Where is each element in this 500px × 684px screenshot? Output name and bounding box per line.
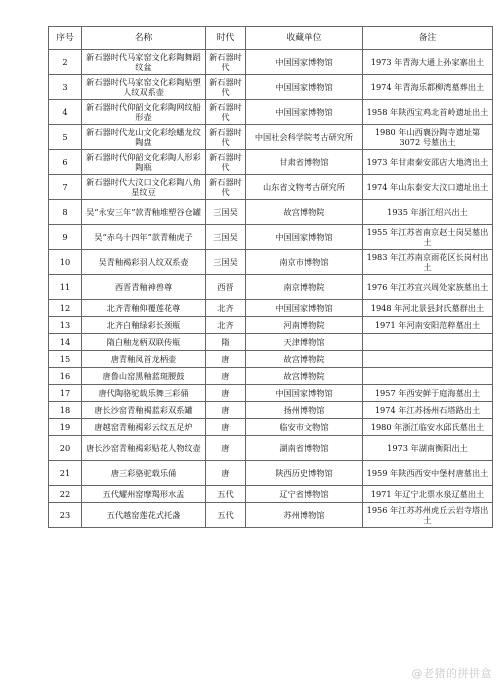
cell-note: 1948 年河北景县封氏墓群出土 — [363, 300, 493, 317]
cell-name: 北齐青釉仰覆莲花尊 — [82, 300, 206, 317]
cell-owner: 中国社会科学院考古研究所 — [246, 125, 363, 150]
cell-name: 新石器时代龙山文化彩绘蟠龙纹陶盘 — [82, 125, 206, 150]
cell-seq: 6 — [49, 150, 82, 175]
cell-owner: 天津博物馆 — [246, 334, 363, 351]
table-row — [49, 317, 493, 334]
cell-era: 三国吴 — [206, 225, 246, 250]
table-row — [49, 368, 493, 385]
cell-note: 1959 年陕西西安中堡村唐墓出土 — [363, 461, 493, 486]
cell-seq: 13 — [49, 317, 82, 334]
cell-note: 1980 年浙江临安水邱氏墓出土 — [363, 419, 493, 436]
cell-note: 1973 年青海大通上孙家寨出土 — [363, 50, 493, 75]
cell-seq: 19 — [49, 419, 82, 436]
cell-owner: 南京博物院 — [246, 275, 363, 300]
artifact-table — [48, 26, 493, 528]
table-row — [49, 225, 493, 250]
table-row — [49, 461, 493, 486]
cell-name: 吴青釉褐彩羽人纹双系壶 — [82, 250, 206, 275]
cell-name: 唐三彩骆驼载乐俑 — [82, 461, 206, 486]
cell-name: 吴“赤乌十四年”款青釉虎子 — [82, 225, 206, 250]
cell-owner: 河南博物院 — [246, 317, 363, 334]
cell-era: 隋 — [206, 334, 246, 351]
cell-owner: 山东省文物考古研究所 — [246, 175, 363, 200]
cell-name: 唐越窑青釉褐彩云纹五足炉 — [82, 419, 206, 436]
cell-seq: 11 — [49, 275, 82, 300]
table-header-row — [49, 27, 493, 50]
cell-name: 五代越窑莲花式托盏 — [82, 503, 206, 528]
cell-era: 唐 — [206, 461, 246, 486]
table-row — [49, 250, 493, 275]
cell-era: 新石器时代 — [206, 125, 246, 150]
cell-seq: 12 — [49, 300, 82, 317]
table-row — [49, 486, 493, 503]
cell-note: 1973 年甘肃秦安邵店大地湾出土 — [363, 150, 493, 175]
table-row — [49, 75, 493, 100]
cell-owner: 故宫博物院 — [246, 368, 363, 385]
cell-note: 1971 年河南安阳范粹墓出土 — [363, 317, 493, 334]
cell-era: 新石器时代 — [206, 150, 246, 175]
table-row — [49, 300, 493, 317]
table-row — [49, 125, 493, 150]
cell-era: 新石器时代 — [206, 100, 246, 125]
cell-owner: 中国国家博物馆 — [246, 100, 363, 125]
cell-name: 隋白釉龙柄双联传瓶 — [82, 334, 206, 351]
cell-era: 五代 — [206, 503, 246, 528]
cell-note: 1980 年山西襄汾陶寺遗址第 3072 号墓出土 — [363, 125, 493, 150]
cell-note: 1974 年江苏扬州石塔路出土 — [363, 402, 493, 419]
cell-owner: 辽宁省博物馆 — [246, 486, 363, 503]
cell-note: 1971 年辽宁北票水泉辽墓出土 — [363, 486, 493, 503]
cell-era: 唐 — [206, 385, 246, 402]
cell-owner: 中国国家博物馆 — [246, 50, 363, 75]
cell-name: 唐长沙窑青釉褐彩贴花人物纹壶 — [82, 436, 206, 461]
cell-note: 1983 年江苏南京雨花区长岗村出土 — [363, 250, 493, 275]
cell-note: 1935 年浙江绍兴出土 — [363, 200, 493, 225]
cell-owner: 故宫博物院 — [246, 351, 363, 368]
cell-seq: 18 — [49, 402, 82, 419]
table-row — [49, 351, 493, 368]
cell-seq: 21 — [49, 461, 82, 486]
cell-note — [363, 334, 493, 351]
cell-owner: 中国国家博物馆 — [246, 300, 363, 317]
cell-era: 新石器时代 — [206, 175, 246, 200]
cell-seq: 14 — [49, 334, 82, 351]
cell-name: 北齐白釉绿彩长颈瓶 — [82, 317, 206, 334]
cell-era: 北齐 — [206, 300, 246, 317]
cell-owner: 湖南省博物馆 — [246, 436, 363, 461]
cell-seq: 2 — [49, 50, 82, 75]
cell-name: 新石器时代马家窑文化彩陶贴塑人纹双系壶 — [82, 75, 206, 100]
cell-era: 唐 — [206, 368, 246, 385]
table-row — [49, 275, 493, 300]
cell-note: 1974 年山东泰安大汶口遗址出土 — [363, 175, 493, 200]
table-row — [49, 200, 493, 225]
cell-owner: 中国国家博物馆 — [246, 385, 363, 402]
cell-name: 新石器时代仰韶文化彩陶人形彩陶瓶 — [82, 150, 206, 175]
cell-seq: 20 — [49, 436, 82, 461]
cell-owner: 中国国家博物馆 — [246, 75, 363, 100]
cell-seq: 15 — [49, 351, 82, 368]
table-row — [49, 100, 493, 125]
cell-name: 西晋青釉神兽尊 — [82, 275, 206, 300]
cell-owner: 故宫博物院 — [246, 200, 363, 225]
cell-note — [363, 351, 493, 368]
cell-seq: 16 — [49, 368, 82, 385]
table-body — [49, 50, 493, 528]
cell-note: 1957 年西安鲜于庭海墓出土 — [363, 385, 493, 402]
cell-note: 1974 年青海乐都柳湾墓葬出土 — [363, 75, 493, 100]
cell-seq: 5 — [49, 125, 82, 150]
cell-note — [363, 368, 493, 385]
cell-note: 1958 年陕西宝鸡北首岭遗址出土 — [363, 100, 493, 125]
table-row — [49, 419, 493, 436]
header-owner: 收藏单位 — [246, 27, 363, 50]
cell-era: 新石器时代 — [206, 75, 246, 100]
cell-era: 北齐 — [206, 317, 246, 334]
cell-era: 三国吴 — [206, 250, 246, 275]
table-row — [49, 175, 493, 200]
cell-era: 五代 — [206, 486, 246, 503]
cell-seq: 8 — [49, 200, 82, 225]
cell-seq: 7 — [49, 175, 82, 200]
cell-owner: 甘肃省博物馆 — [246, 150, 363, 175]
cell-owner: 中国国家博物馆 — [246, 225, 363, 250]
cell-era: 唐 — [206, 402, 246, 419]
table-row — [49, 50, 493, 75]
cell-era: 西晋 — [206, 275, 246, 300]
cell-name: 吴“永安三年”款青釉堆塑谷仓罐 — [82, 200, 206, 225]
table-row — [49, 436, 493, 461]
cell-era: 新石器时代 — [206, 50, 246, 75]
cell-era: 唐 — [206, 419, 246, 436]
table-row — [49, 503, 493, 528]
cell-note: 1956 年江苏苏州虎丘云岩寺塔出土 — [363, 503, 493, 528]
cell-era: 唐 — [206, 436, 246, 461]
header-seq: 序号 — [49, 27, 82, 50]
cell-owner: 扬州博物馆 — [246, 402, 363, 419]
header-name: 名称 — [82, 27, 206, 50]
cell-owner: 南京市博物馆 — [246, 250, 363, 275]
cell-seq: 10 — [49, 250, 82, 275]
cell-name: 唐青釉凤首龙柄壶 — [82, 351, 206, 368]
cell-owner: 苏州博物馆 — [246, 503, 363, 528]
cell-name: 新石器时代大汶口文化彩陶八角星纹豆 — [82, 175, 206, 200]
cell-seq: 17 — [49, 385, 82, 402]
cell-seq: 9 — [49, 225, 82, 250]
cell-era: 三国吴 — [206, 200, 246, 225]
cell-name: 新石器时代仰韶文化彩陶网纹船形壶 — [82, 100, 206, 125]
cell-name: 唐代陶骆驼载乐舞三彩俑 — [82, 385, 206, 402]
cell-note: 1955 年江苏省南京赵士岗吴墓出土 — [363, 225, 493, 250]
table-row — [49, 150, 493, 175]
cell-owner: 陕西历史博物馆 — [246, 461, 363, 486]
cell-seq: 22 — [49, 486, 82, 503]
cell-name: 唐鲁山窑黑釉蓝斑腰鼓 — [82, 368, 206, 385]
cell-seq: 4 — [49, 100, 82, 125]
cell-name: 新石器时代马家窑文化彩陶舞蹈纹盆 — [82, 50, 206, 75]
table-row — [49, 334, 493, 351]
header-note: 备注 — [363, 27, 493, 50]
cell-seq: 23 — [49, 503, 82, 528]
cell-name: 唐长沙窑青釉褐蓝彩双系罐 — [82, 402, 206, 419]
cell-note: 1976 年江苏宜兴周处家族墓出土 — [363, 275, 493, 300]
cell-seq: 3 — [49, 75, 82, 100]
table-row — [49, 402, 493, 419]
cell-name: 五代耀州窑摩羯形水盂 — [82, 486, 206, 503]
cell-note: 1973 年湖南衡阳出土 — [363, 436, 493, 461]
watermark: @老猪的拼拼盒 — [411, 667, 492, 680]
table-row — [49, 385, 493, 402]
header-era: 时代 — [206, 27, 246, 50]
cell-owner: 临安市文物馆 — [246, 419, 363, 436]
cell-era: 唐 — [206, 351, 246, 368]
